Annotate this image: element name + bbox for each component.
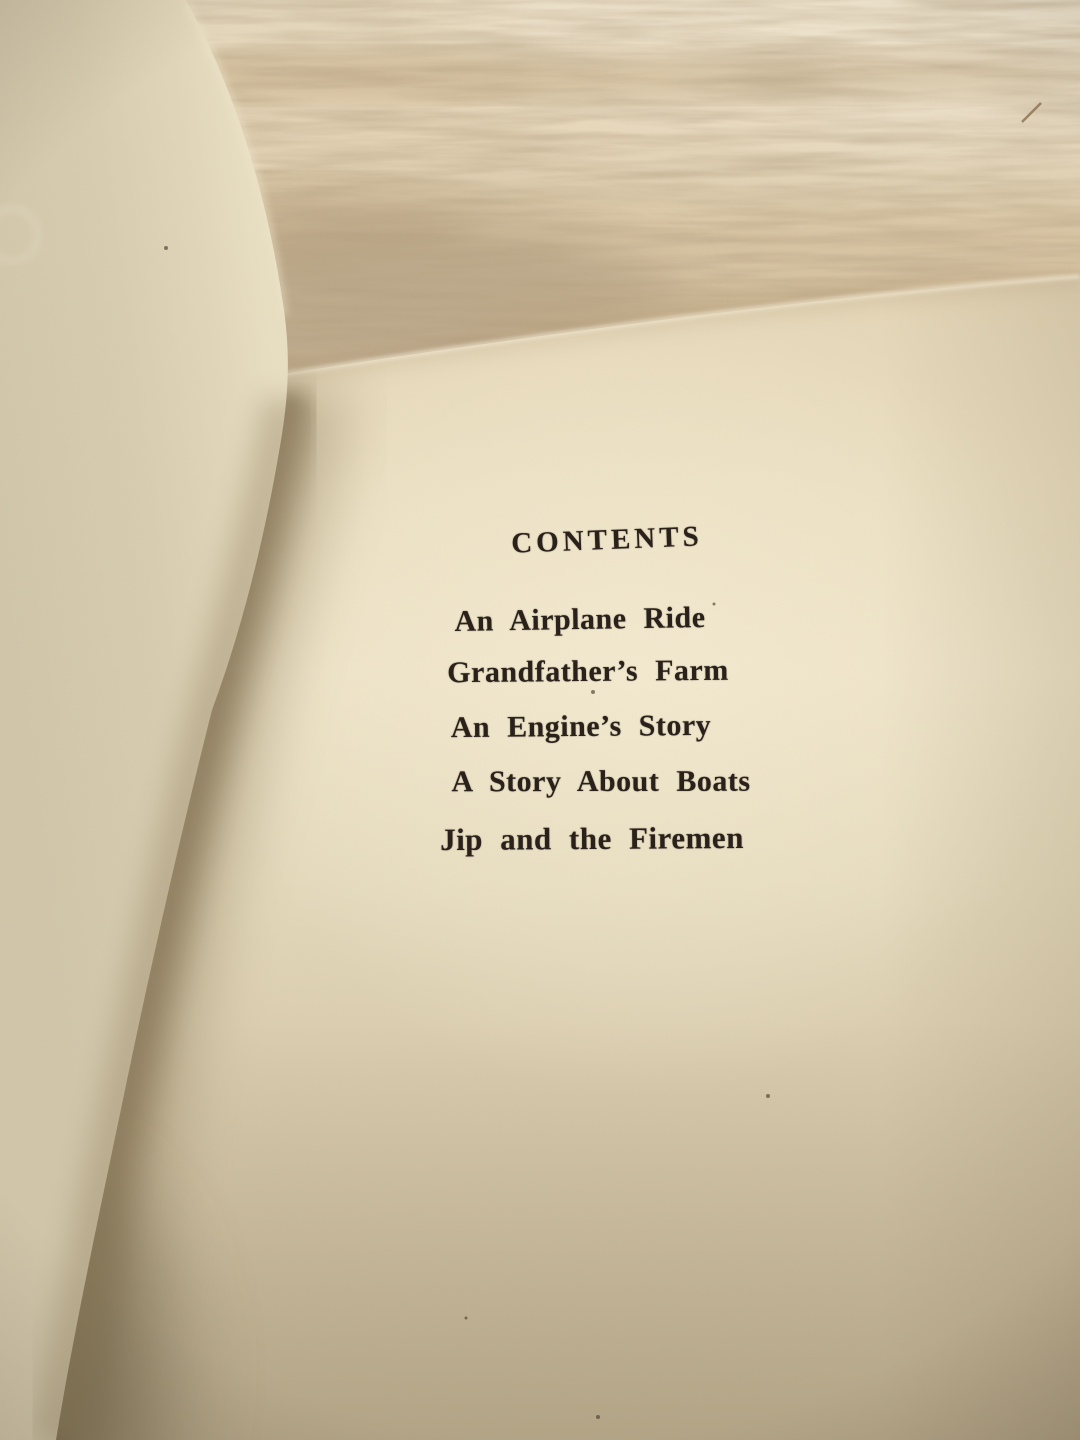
- contents-item: Jip and the Firemen: [440, 819, 744, 858]
- contents-item: A Story About Boats: [451, 764, 751, 799]
- contents-item: An Airplane Ride: [454, 601, 706, 638]
- contents-title: CONTENTS: [510, 520, 704, 560]
- contents-item: Grandfather’s Farm: [447, 653, 729, 690]
- contents-item: An Engine’s Story: [450, 708, 712, 745]
